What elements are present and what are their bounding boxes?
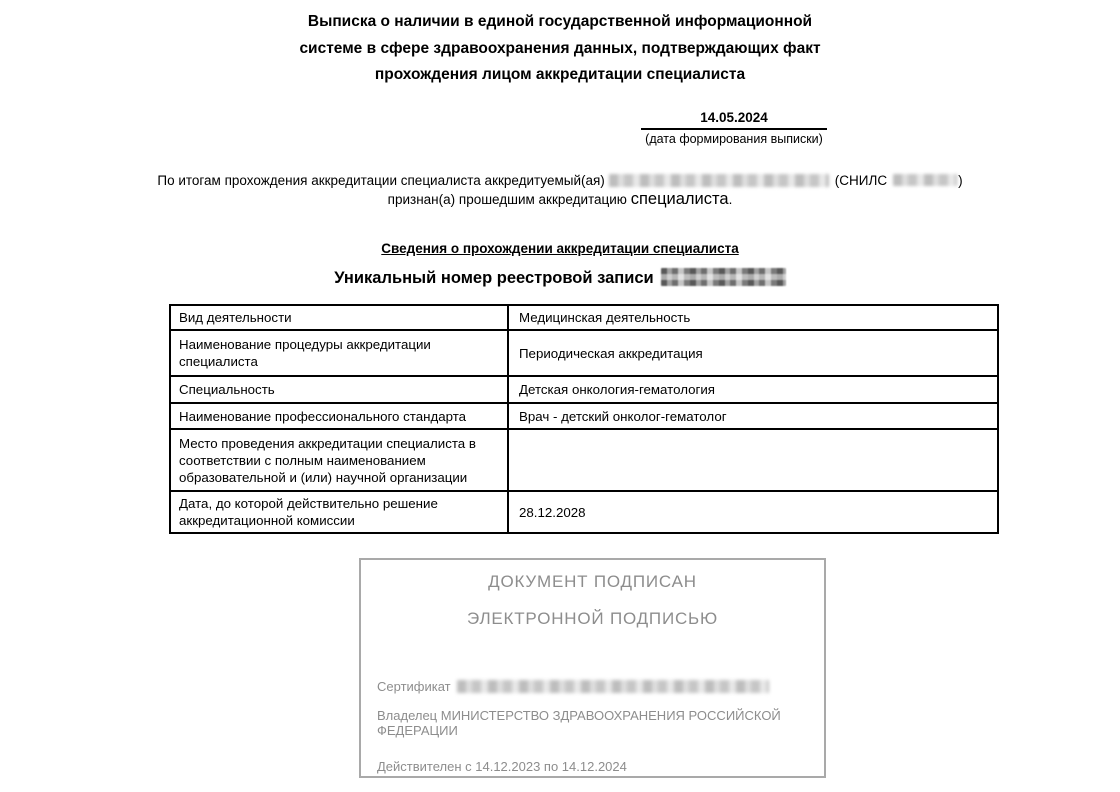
snils-label: (СНИЛС [834, 173, 888, 188]
redacted-person-name [609, 174, 829, 187]
table-row [170, 305, 998, 330]
intro-text-before-name: По итогам прохождения аккредитации специалиста аккредитуемый(ая) [157, 173, 605, 188]
row-value: 28.12.2028 [508, 491, 998, 533]
intro-specialist-emphasis: специалиста [630, 190, 729, 208]
intro-paragraph [60, 171, 1060, 209]
intro-line-1 [60, 171, 1060, 190]
table-row [170, 491, 998, 533]
redacted-snils-number [893, 174, 957, 186]
certificate-owner: Владелец МИНИСТЕРСТВО ЗДРАВООХРАНЕНИЯ РОССИЙСКОЙ ФЕДЕРАЦИИ [377, 707, 781, 738]
row-label: Место проведения аккредитации специалиста в соответствии с полным наименованием образовательной и (или) научной организации [170, 429, 508, 491]
row-value: Медицинская деятельность [508, 305, 998, 330]
row-label: Наименование профессионального стандарта [170, 403, 508, 429]
snils-close-paren: ) [958, 173, 963, 188]
redacted-certificate-number [457, 680, 769, 693]
row-label: Вид деятельности [170, 305, 508, 330]
section-heading: Сведения о прохождении аккредитации специалиста [381, 241, 739, 256]
registry-number-label: Уникальный номер реестровой записи [334, 269, 654, 287]
table-row [170, 376, 998, 403]
row-value: Периодическая аккредитация [508, 330, 998, 376]
extract-date-caption: (дата формирования выписки) [645, 132, 823, 146]
intro-recognized-text: признан(а) прошедшим аккредитацию [387, 192, 627, 207]
signature-header-line-2: ЭЛЕКТРОННОЙ ПОДПИСЬЮ [467, 609, 718, 628]
row-label: Дата, до которой действительно решение аккредитационной комиссии [170, 491, 508, 533]
signature-header-line-1: ДОКУМЕНТ ПОДПИСАН [488, 572, 697, 591]
row-value: Детская онкология-гематология [508, 376, 998, 403]
table-row [170, 403, 998, 429]
digital-signature-stamp [359, 558, 826, 778]
row-value [508, 429, 998, 491]
row-label: Специальность [170, 376, 508, 403]
table-row [170, 429, 998, 491]
page-title: Выписка о наличии в единой государственной информационной системе в сфере здравоохранения данных, подтверждающих факт прохождения лицом аккредитации специалиста [299, 13, 821, 83]
certificate-validity: Действителен с 14.12.2023 по 14.12.2024 [377, 758, 627, 774]
certificate-line [377, 679, 809, 695]
signature-body [377, 679, 809, 774]
row-label: Наименование процедуры аккредитации специалиста [170, 330, 508, 376]
intro-line-2 [60, 190, 1060, 209]
certificate-label: Сертификат [377, 679, 451, 694]
table-row [170, 330, 998, 376]
registry-number-line [0, 268, 1120, 288]
redacted-registry-number [661, 268, 786, 286]
accreditation-table [169, 304, 999, 534]
extract-date-block [641, 110, 827, 146]
intro-period: . [728, 192, 733, 207]
extract-date-value: 14.05.2024 [641, 110, 827, 130]
row-value: Врач - детский онколог-гематолог [508, 403, 998, 429]
